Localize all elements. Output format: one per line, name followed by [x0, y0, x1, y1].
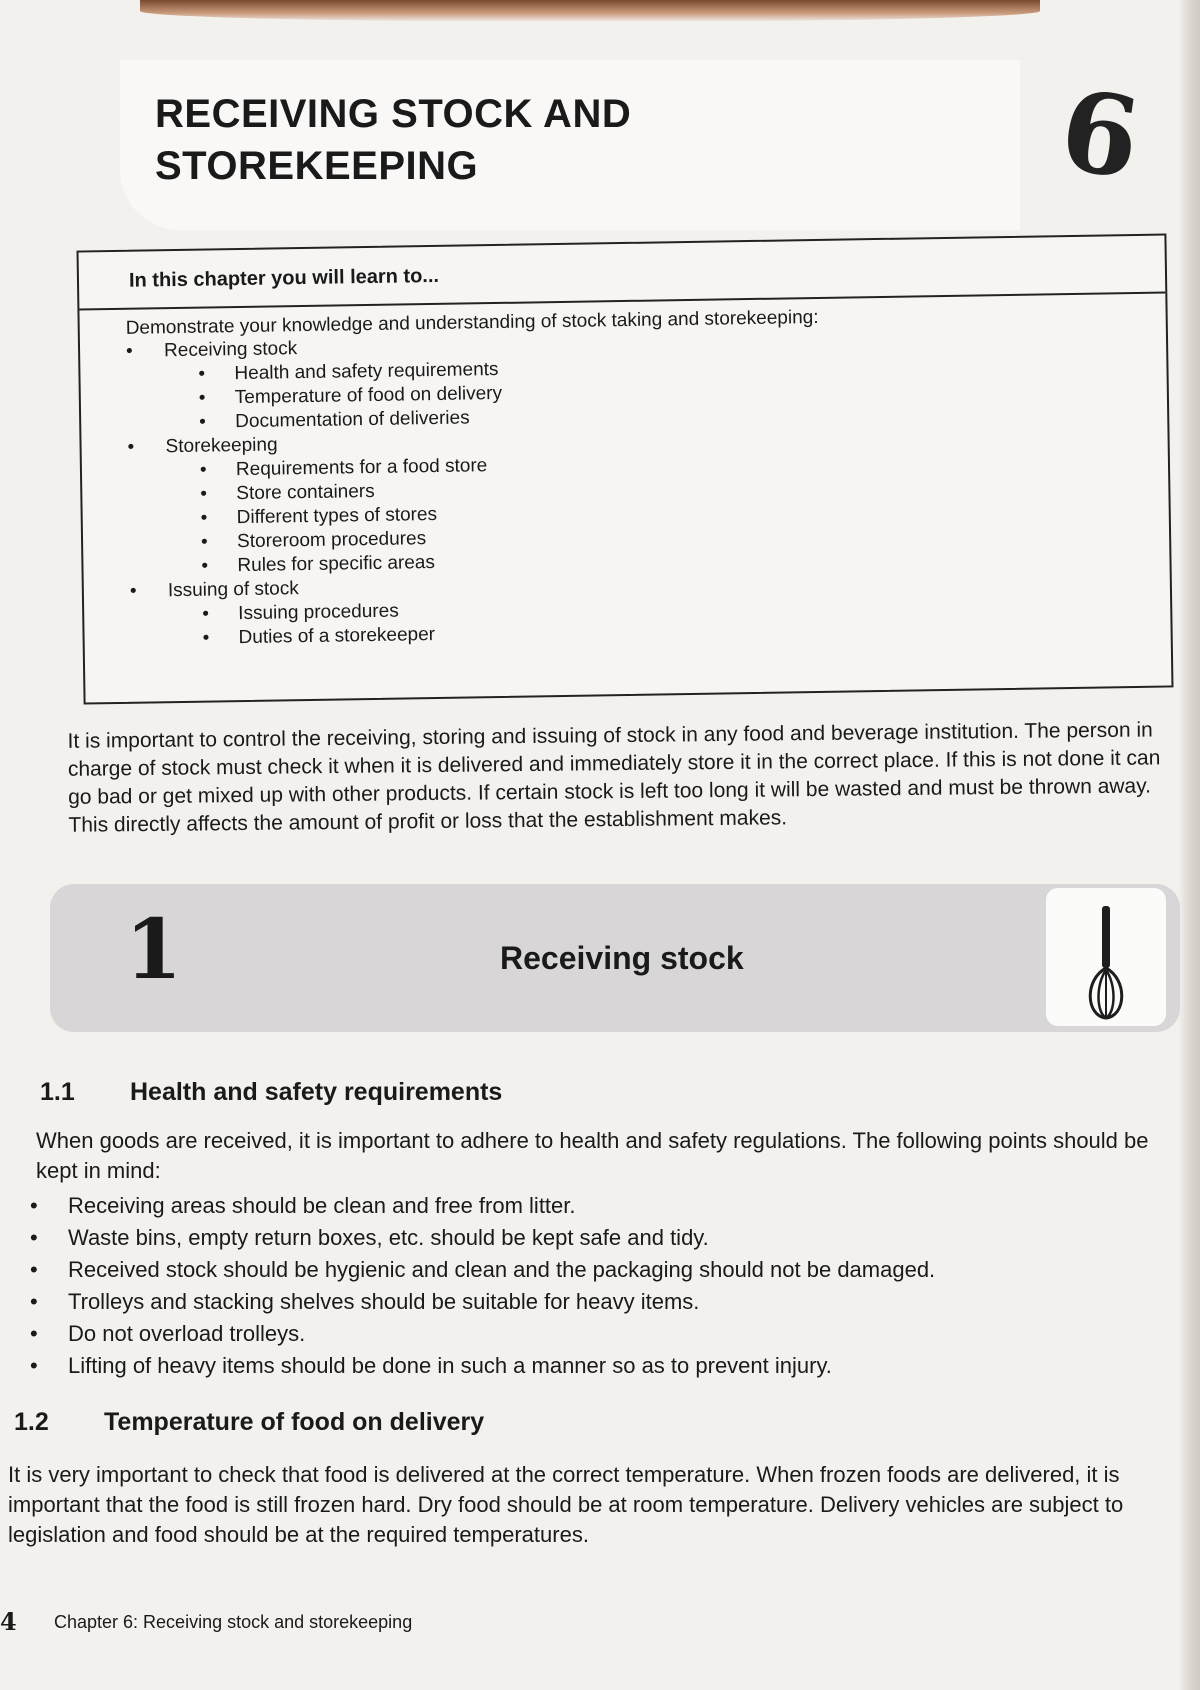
outcome-item: • Storeroom procedures	[201, 515, 1169, 554]
page-top-shadow	[140, 0, 1040, 22]
list-item: • Waste bins, empty return boxes, etc. should be kept safe and tidy.	[30, 1222, 1150, 1254]
subsection-heading-1-2	[14, 1408, 484, 1437]
outcome-item: • Documentation of deliveries	[199, 395, 1167, 434]
intro-paragraph: It is important to control the receiving, storing and issuing of stock in any food and beverage institution. The person in charge of stock must check it when it is delivered and immediately store it in the correct place. If this is not done it can go bad or get mixed up with other products. If certain stock is left too long it will be wasted and must be thrown away. This directly affects the amount of profit or loss that the establishment makes.	[67, 718, 1161, 837]
temperature-paragraph: It is very important to check that food is delivered at the correct temperature. When frozen foods are delivered, it is important that the food is still frozen hard. Dry food should be at room temperature. Delivery vehicles are subject to legislation and food should be at the required temperatures.	[8, 1462, 1124, 1547]
health-safety-list	[30, 1190, 1150, 1382]
whisk-icon	[1046, 888, 1166, 1026]
chapter-number: 6	[1053, 65, 1147, 204]
subsection-number: 1.2	[14, 1408, 49, 1436]
outcome-sublist	[168, 587, 1171, 651]
subsection-title: Health and safety requirements	[130, 1078, 503, 1106]
subsection-number: 1.1	[40, 1078, 75, 1106]
outcome-sublist	[166, 443, 1170, 579]
outcome-group-label: Receiving stock	[163, 338, 298, 362]
chapter-title	[155, 88, 631, 192]
outcome-group	[126, 323, 1167, 435]
outcome-group-label: Issuing of stock	[167, 578, 299, 602]
outcome-item: • Duties of a storekeeper	[202, 611, 1170, 650]
health-safety-paragraph: When goods are received, it is important to adhere to health and safety regulations. The following points should be kept in mind:	[36, 1128, 1149, 1183]
section-title: Receiving stock	[500, 940, 744, 976]
outcome-group	[130, 563, 1171, 651]
outcome-item: • Store containers	[200, 467, 1168, 506]
subsection-heading-1-1	[40, 1078, 502, 1107]
outcome-item: • Requirements for a food store	[200, 443, 1168, 482]
outcomes-list	[80, 323, 1171, 652]
running-head: Chapter 6: Receiving stock and storekeeping	[54, 1612, 413, 1632]
list-item: • Receiving areas should be clean and free from litter.	[30, 1190, 1150, 1222]
outcome-item: • Different types of stores	[201, 491, 1169, 530]
outcome-item: • Rules for specific areas	[201, 539, 1169, 578]
chapter-title-line1: RECEIVING STOCK AND	[155, 92, 632, 136]
list-item: • Do not overload trolleys.	[30, 1318, 1150, 1350]
section-banner	[50, 884, 1180, 1032]
page-number: 4	[0, 1607, 17, 1636]
learning-outcomes-box	[77, 233, 1174, 704]
outcome-item: • Health and safety requirements	[198, 347, 1166, 386]
learning-outcomes-intro: Demonstrate your knowledge and understanding of stock taking and storekeeping:	[125, 306, 819, 339]
outcome-group-label: Storekeeping	[165, 434, 278, 458]
section-number: 1	[125, 902, 183, 998]
outcome-item: • Issuing procedures	[202, 587, 1170, 626]
list-item: • Received stock should be hygienic and clean and the packaging should not be damaged.	[30, 1254, 1150, 1286]
list-item: • Trolleys and stacking shelves should be suitable for heavy items.	[30, 1286, 1150, 1318]
chapter-title-line2: STOREKEEPING	[155, 144, 479, 188]
subsection-title: Temperature of food on delivery	[104, 1408, 485, 1436]
outcome-group	[127, 419, 1169, 579]
list-item: • Lifting of heavy items should be done in such a manner so as to prevent injury.	[30, 1350, 1150, 1382]
learning-outcomes-heading: In this chapter you will learn to...	[79, 235, 1166, 310]
outcome-item: • Temperature of food on delivery	[199, 371, 1167, 410]
page-right-shadow	[1178, 0, 1200, 1690]
